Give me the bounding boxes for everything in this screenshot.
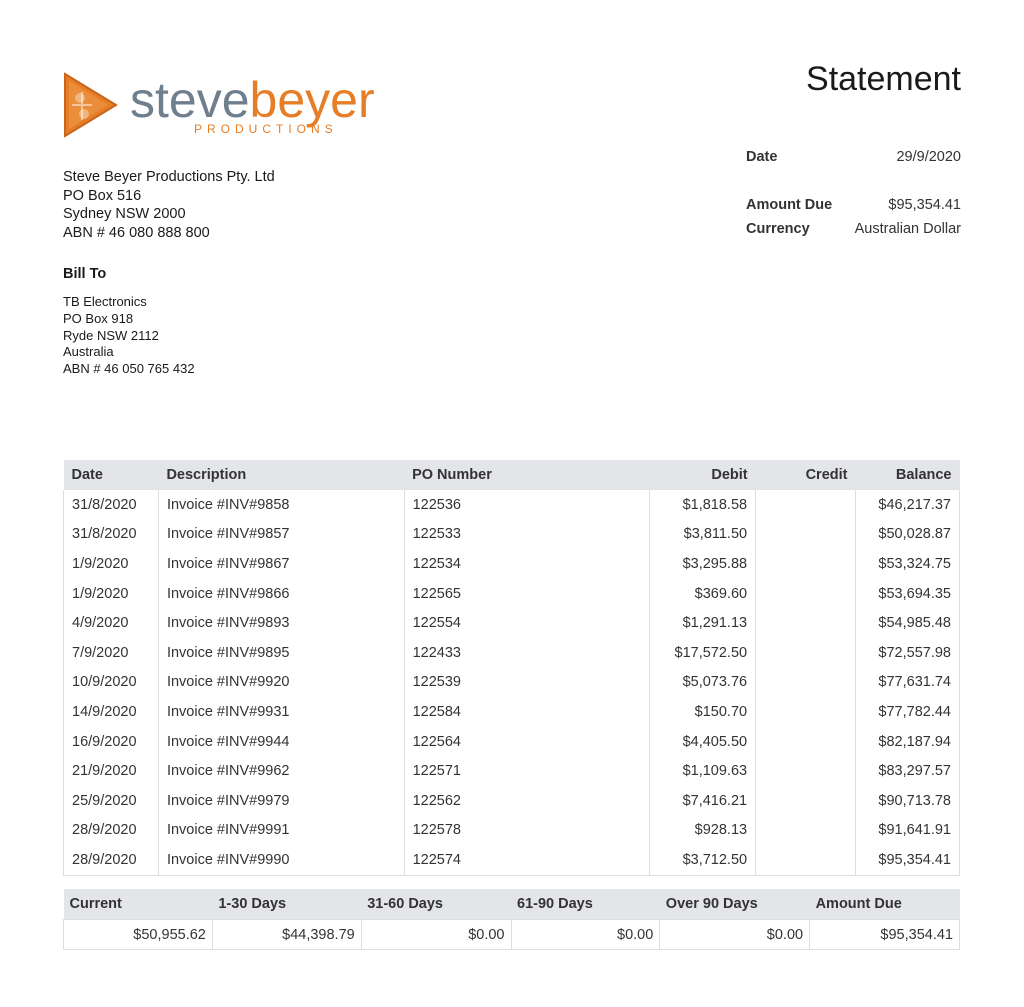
table-row [64,668,960,698]
cell-credit [756,549,856,579]
cell-po-number: 122562 [404,786,650,816]
cell-date: 7/9/2020 [64,638,159,668]
cell-debit: $150.70 [650,697,756,727]
aging-value-over-90: $0.00 [660,920,810,950]
logo-word-beyer: beyer [249,72,375,128]
meta-amount-due-row [746,193,961,217]
cell-po-number: 122539 [404,668,650,698]
cell-description: Invoice #INV#9979 [158,786,404,816]
bill-to-heading: Bill To [63,266,107,282]
cell-description: Invoice #INV#9858 [158,490,404,520]
aging-value-61-90: $0.00 [511,920,660,950]
cell-date: 1/9/2020 [64,549,159,579]
table-row [64,816,960,846]
meta-amount-due-value: $95,354.41 [888,197,961,213]
cell-po-number: 122533 [404,520,650,550]
cell-debit: $369.60 [650,579,756,609]
aging-value-31-60: $0.00 [361,920,511,950]
table-row [64,608,960,638]
cell-po-number: 122565 [404,579,650,609]
col-header-credit: Credit [756,460,856,490]
bill-to-line: TB Electronics [63,294,147,309]
bill-to-address [63,294,195,378]
statement-meta [746,145,961,241]
cell-description: Invoice #INV#9991 [158,816,404,846]
col-header-po-number: PO Number [404,460,650,490]
cell-credit [756,756,856,786]
cell-credit [756,490,856,520]
bill-to-line: ABN # 46 050 765 432 [63,361,195,377]
table-row [64,727,960,757]
logo-word-steve: steve [130,72,250,128]
cell-po-number: 122534 [404,549,650,579]
cell-balance: $91,641.91 [855,816,959,846]
table-row [64,549,960,579]
aging-header-amount-due: Amount Due [810,889,960,920]
cell-date: 10/9/2020 [64,668,159,698]
cell-balance: $77,631.74 [855,668,959,698]
cell-date: 25/9/2020 [64,786,159,816]
table-row [64,520,960,550]
transactions-table [63,460,960,876]
aging-values-row [64,920,960,950]
cell-debit: $928.13 [650,816,756,846]
cell-description: Invoice #INV#9931 [158,697,404,727]
table-row [64,638,960,668]
cell-date: 1/9/2020 [64,579,159,609]
sender-line: PO Box 516 [63,187,142,204]
sender-address [63,168,275,242]
cell-debit: $3,295.88 [650,549,756,579]
cell-debit: $1,291.13 [650,608,756,638]
aging-value-1-30: $44,398.79 [212,920,361,950]
cell-po-number: 122571 [404,756,650,786]
sender-line: Sydney NSW 2000 [63,206,186,222]
cell-po-number: 122554 [404,608,650,638]
meta-date-label: Date [746,149,778,165]
cell-po-number: 122564 [404,727,650,757]
cell-description: Invoice #INV#9867 [158,549,404,579]
cell-balance: $83,297.57 [855,756,959,786]
cell-debit: $3,811.50 [650,520,756,550]
cell-description: Invoice #INV#9920 [158,668,404,698]
cell-balance: $46,217.37 [855,490,959,520]
cell-credit [756,579,856,609]
table-row [64,756,960,786]
meta-date-row [746,145,961,169]
logo-tagline: PRODUCTIONS [194,122,338,136]
cell-description: Invoice #INV#9895 [158,638,404,668]
cell-po-number: 122578 [404,816,650,846]
cell-description: Invoice #INV#9857 [158,520,404,550]
cell-credit [756,520,856,550]
document-title: Statement [806,60,961,98]
aging-header-current: Current [64,889,213,920]
meta-currency-row [746,217,961,241]
aging-header-over-90: Over 90 Days [660,889,810,920]
aging-value-current: $50,955.62 [64,920,213,950]
aging-header-row [64,889,960,920]
aging-header-61-90: 61-90 Days [511,889,660,920]
cell-balance: $54,985.48 [855,608,959,638]
cell-po-number: 122584 [404,697,650,727]
cell-date: 31/8/2020 [64,520,159,550]
company-logo [62,70,422,142]
sender-line: ABN # 46 080 888 800 [63,224,210,241]
bill-to-line: Ryde NSW 2112 [63,327,159,343]
meta-date-value: 29/9/2020 [896,149,961,165]
cell-description: Invoice #INV#9944 [158,727,404,757]
cell-debit: $3,712.50 [650,845,756,875]
cell-balance: $90,713.78 [855,786,959,816]
bill-to-line: Australia [63,344,114,360]
cell-date: 16/9/2020 [64,727,159,757]
play-puzzle-logo-icon [62,70,120,140]
cell-credit [756,638,856,668]
cell-credit [756,816,856,846]
table-row [64,697,960,727]
cell-description: Invoice #INV#9990 [158,845,404,875]
aging-header-31-60: 31-60 Days [361,889,511,920]
aging-header-1-30: 1-30 Days [212,889,361,920]
cell-balance: $53,324.75 [855,549,959,579]
table-row [64,845,960,875]
table-row [64,579,960,609]
cell-balance: $82,187.94 [855,727,959,757]
table-row [64,786,960,816]
cell-description: Invoice #INV#9893 [158,608,404,638]
cell-credit [756,697,856,727]
cell-balance: $77,782.44 [855,697,959,727]
cell-debit: $5,073.76 [650,668,756,698]
meta-amount-due-label: Amount Due [746,197,833,213]
cell-credit [756,668,856,698]
cell-date: 14/9/2020 [64,697,159,727]
col-header-description: Description [158,460,404,490]
cell-date: 28/9/2020 [64,816,159,846]
logo-wordmark [130,72,375,128]
cell-po-number: 122574 [404,845,650,875]
aging-value-amount-due: $95,354.41 [810,920,960,950]
cell-description: Invoice #INV#9962 [158,756,404,786]
col-header-debit: Debit [650,460,756,490]
cell-balance: $50,028.87 [855,520,959,550]
cell-debit: $1,109.63 [650,756,756,786]
cell-credit [756,727,856,757]
aging-summary-table [63,889,960,950]
cell-debit: $4,405.50 [650,727,756,757]
col-header-date: Date [64,460,159,490]
cell-description: Invoice #INV#9866 [158,579,404,609]
cell-po-number: 122536 [404,490,650,520]
transactions-header-row [64,460,960,490]
cell-debit: $1,818.58 [650,490,756,520]
cell-credit [756,608,856,638]
meta-currency-label: Currency [746,221,810,237]
cell-credit [756,786,856,816]
cell-date: 4/9/2020 [64,608,159,638]
cell-balance: $95,354.41 [855,845,959,875]
cell-debit: $7,416.21 [650,786,756,816]
cell-balance: $72,557.98 [855,638,959,668]
cell-date: 28/9/2020 [64,845,159,875]
cell-debit: $17,572.50 [650,638,756,668]
cell-po-number: 122433 [404,638,650,668]
cell-credit [756,845,856,875]
sender-line: Steve Beyer Productions Pty. Ltd [63,169,275,185]
col-header-balance: Balance [855,460,959,490]
bill-to-line: PO Box 918 [63,310,134,326]
table-row [64,490,960,520]
cell-date: 21/9/2020 [64,756,159,786]
cell-balance: $53,694.35 [855,579,959,609]
cell-date: 31/8/2020 [64,490,159,520]
meta-currency-value: Australian Dollar [854,221,961,237]
